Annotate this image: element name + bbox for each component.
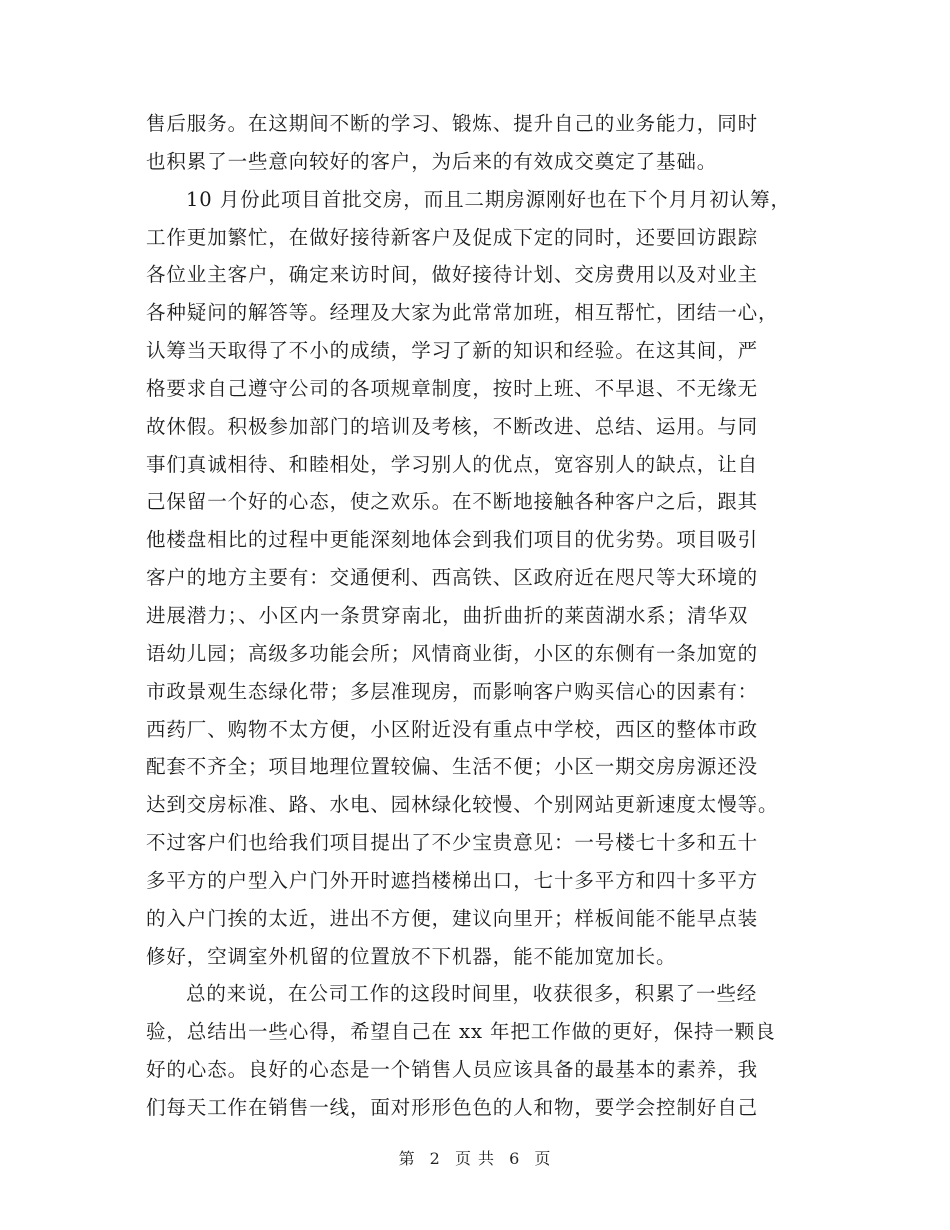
- text-line: 西药厂、购物不太方便，小区附近没有重点中学校，西区的整体市政: [146, 717, 759, 741]
- text-line: 工作更加繁忙，在做好接待新客户及促成下定的同时，还要回访跟踪: [146, 225, 759, 249]
- text-line: 客户的地方主要有：交通便利、西高铁、区政府近在咫尺等大环境的: [146, 566, 759, 590]
- text-line: 各位业主客户，确定来访时间，做好接待计划、交房费用以及对业主: [146, 263, 759, 287]
- text-line: 配套不齐全；项目地理位置较偏、生活不便；小区一期交房房源还没: [146, 755, 759, 779]
- text-line: 故休假。积极参加部门的培训及考核，不断改进、总结、运用。与同: [146, 414, 759, 438]
- text-line: 各种疑问的解答等。经理及大家为此常常加班，相互帮忙，团结一心，: [146, 301, 779, 325]
- text-line: 好的心态。良好的心态是一个销售人员应该具备的最基本的素养，我: [146, 1058, 759, 1082]
- paragraph-start-line: 10 月份此项目首批交房，而且二期房源刚好也在下个月月初认筹，: [186, 187, 791, 211]
- text-line: 认筹当天取得了不小的成绩，学习了新的知识和经验。在这其间，严: [146, 339, 759, 363]
- total-pages: 6: [509, 1149, 521, 1168]
- text-line: 也积累了一些意向较好的客户，为后来的有效成交奠定了基础。: [146, 149, 718, 173]
- text-line: 们每天工作在销售一线，面对形形色色的人和物，要学会控制好自己: [146, 1095, 759, 1119]
- document-body: [146, 105, 806, 1127]
- text-line: 多平方的户型入户门外开时遮挡楼梯出口，七十多平方和四十多平方: [146, 868, 759, 892]
- text-line: 语幼儿园；高级多功能会所；风情商业街，小区的东侧有一条加宽的: [146, 641, 759, 665]
- text-line: 修好，空调室外机留的位置放不下机器，能不能加宽加长。: [146, 944, 677, 968]
- text-line: 格要求自己遵守公司的各项规章制度，按时上班、不早退、不无缘无: [146, 376, 759, 400]
- text-line: 验，总结出一些心得，希望自己在 xx 年把工作做的更好，保持一颗良: [146, 1020, 776, 1044]
- text-line: 达到交房标准、路、水电、园林绿化较慢、个别网站更新速度太慢等。: [146, 793, 779, 817]
- paragraph-start-line: 总的来说，在公司工作的这段时间里，收获很多，积累了一些经: [186, 982, 758, 1006]
- page-number: 2: [429, 1149, 441, 1168]
- text-line: 他楼盘相比的过程中更能深刻地体会到我们项目的优劣势。项目吸引: [146, 528, 759, 552]
- page-footer: [0, 1146, 950, 1169]
- text-line: 进展潜力；、小区内一条贯穿南北，曲折曲折的莱茵湖水系；清华双: [146, 603, 749, 627]
- text-line: 事们真诚相待、和睦相处，学习别人的优点，宽容别人的缺点，让自: [146, 452, 759, 476]
- text-line: 不过客户们也给我们项目提出了不少宝贵意见：一号楼七十多和五十: [146, 831, 759, 855]
- text-line: 的入户门挨的太近，进出不方便，建议向里开；样板间能不能早点装: [146, 906, 759, 930]
- footer-suffix: 页: [534, 1149, 552, 1168]
- text-line: 售后服务。在这期间不断的学习、锻炼、提升自己的业务能力，同时: [146, 112, 759, 135]
- text-line: 市政景观生态绿化带；多层准现房，而影响客户购买信心的因素有：: [146, 679, 759, 703]
- footer-middle: 页 共: [454, 1149, 496, 1168]
- footer-prefix: 第: [398, 1149, 416, 1168]
- text-line: 己保留一个好的心态，使之欢乐。在不断地接触各种客户之后，跟其: [146, 490, 759, 514]
